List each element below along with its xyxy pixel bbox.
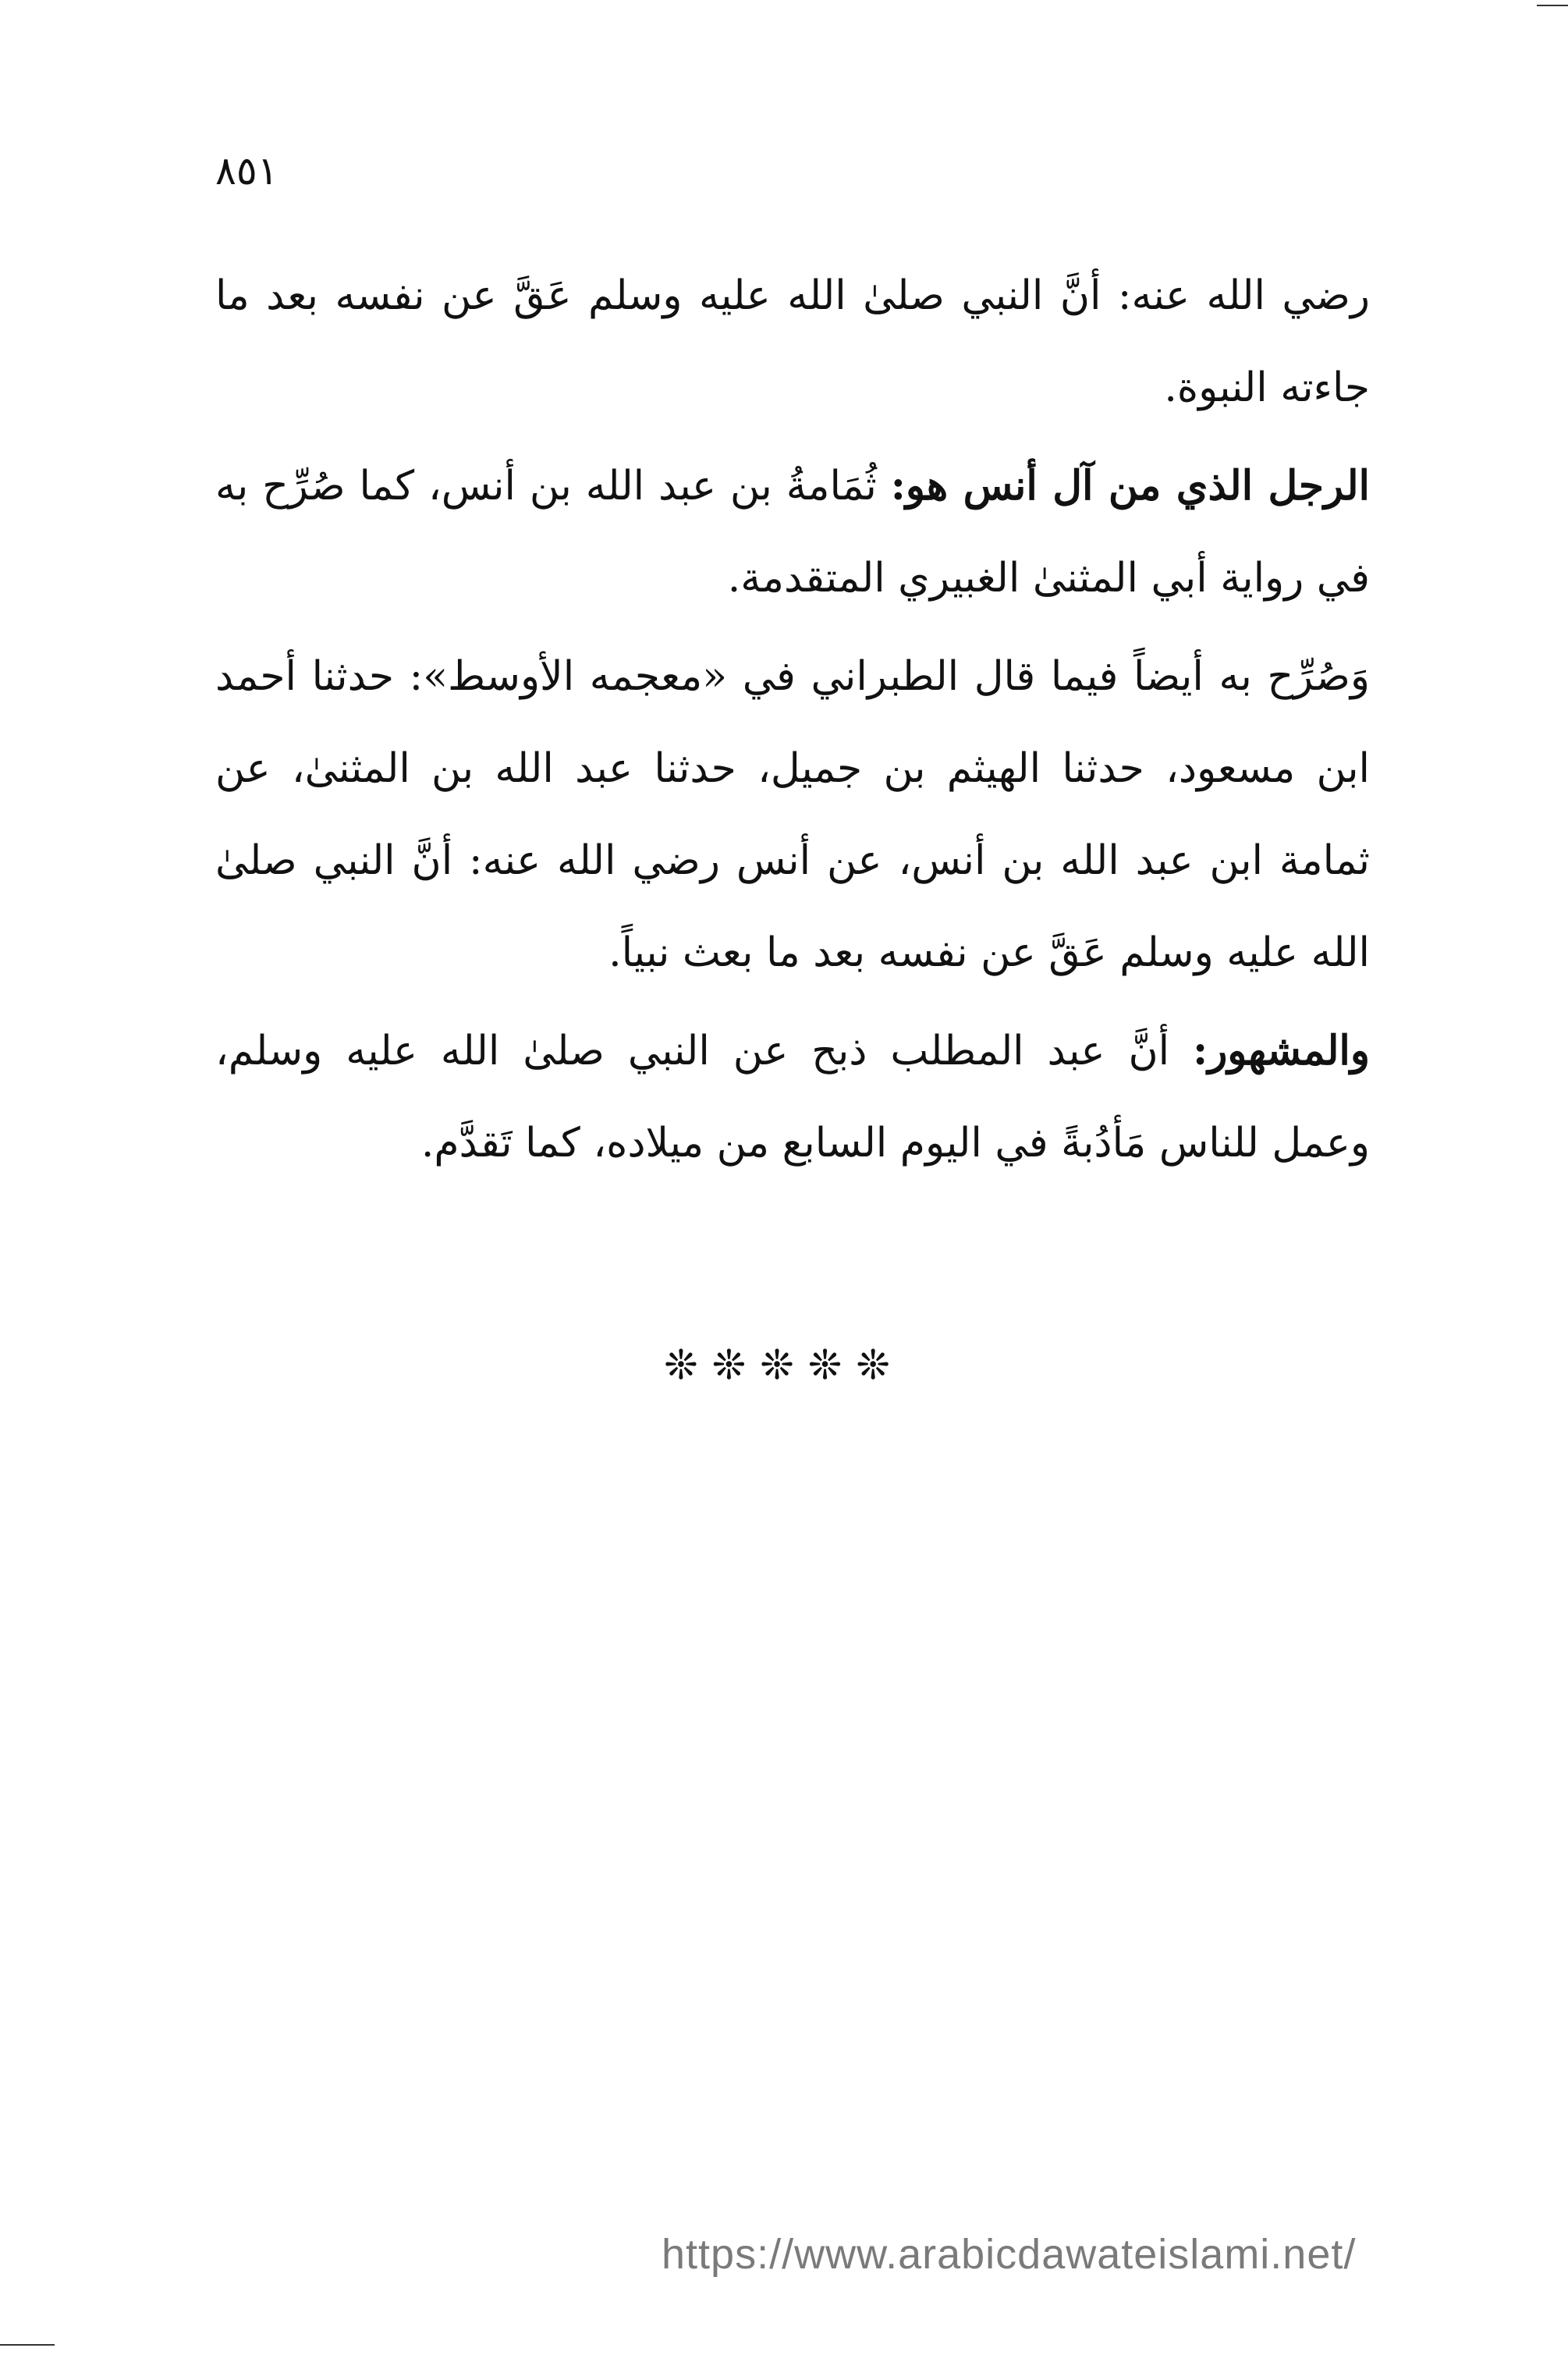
paragraph-1-text: رضي الله عنه: أنَّ النبي صلىٰ الله عليه وسلم عَقَّ عن نفسه بعد ما جاءته النبوة. <box>215 272 1370 411</box>
paragraph-3 <box>215 630 1370 999</box>
paragraph-2-text: ثُمَامةُ بن عبد الله بن أنس، كما صُرِّح به في رواية أبي المثنىٰ الغبيري المتقدمة. <box>215 463 1370 602</box>
paragraph-4-text: أنَّ عبد المطلب ذبح عن النبي صلىٰ الله عليه وسلم، وعمل للناس مَأدُبةً في اليوم السابع من ميلاده، كما تَقدَّم. <box>215 1028 1370 1167</box>
paragraph-4-lead: والمشهور: <box>1193 1027 1370 1074</box>
paragraph-4 <box>215 1005 1370 1189</box>
paragraph-2-lead: الرجل الذي من آل أنس هو: <box>890 462 1370 510</box>
paragraph-1 <box>215 250 1370 434</box>
top-edge-line <box>1537 5 1568 6</box>
body-text <box>215 250 1370 1189</box>
footer-url: https://www.arabicdawateislami.net/ <box>662 2231 1357 2278</box>
bottom-edge-line <box>0 2344 55 2346</box>
paragraph-2 <box>215 440 1370 624</box>
section-separator: ❊❊❊❊❊ <box>664 1342 904 1389</box>
page-number: ٨٥١ <box>215 148 278 194</box>
paragraph-3-text: وَصُرِّح به أيضاً فيما قال الطبراني في «معجمه الأوسط»: حدثنا أحمد ابن مسعود، حدثنا الهيثم بن جميل، حدثنا عبد الله بن المثنىٰ، عن ثمامة ابن عبد الله بن أنس، عن أنس رضي الله عنه: أنَّ النبي صلىٰ الله عليه وسلم عَقَّ عن نفسه بعد ما بعث نبياً. <box>215 653 1371 976</box>
